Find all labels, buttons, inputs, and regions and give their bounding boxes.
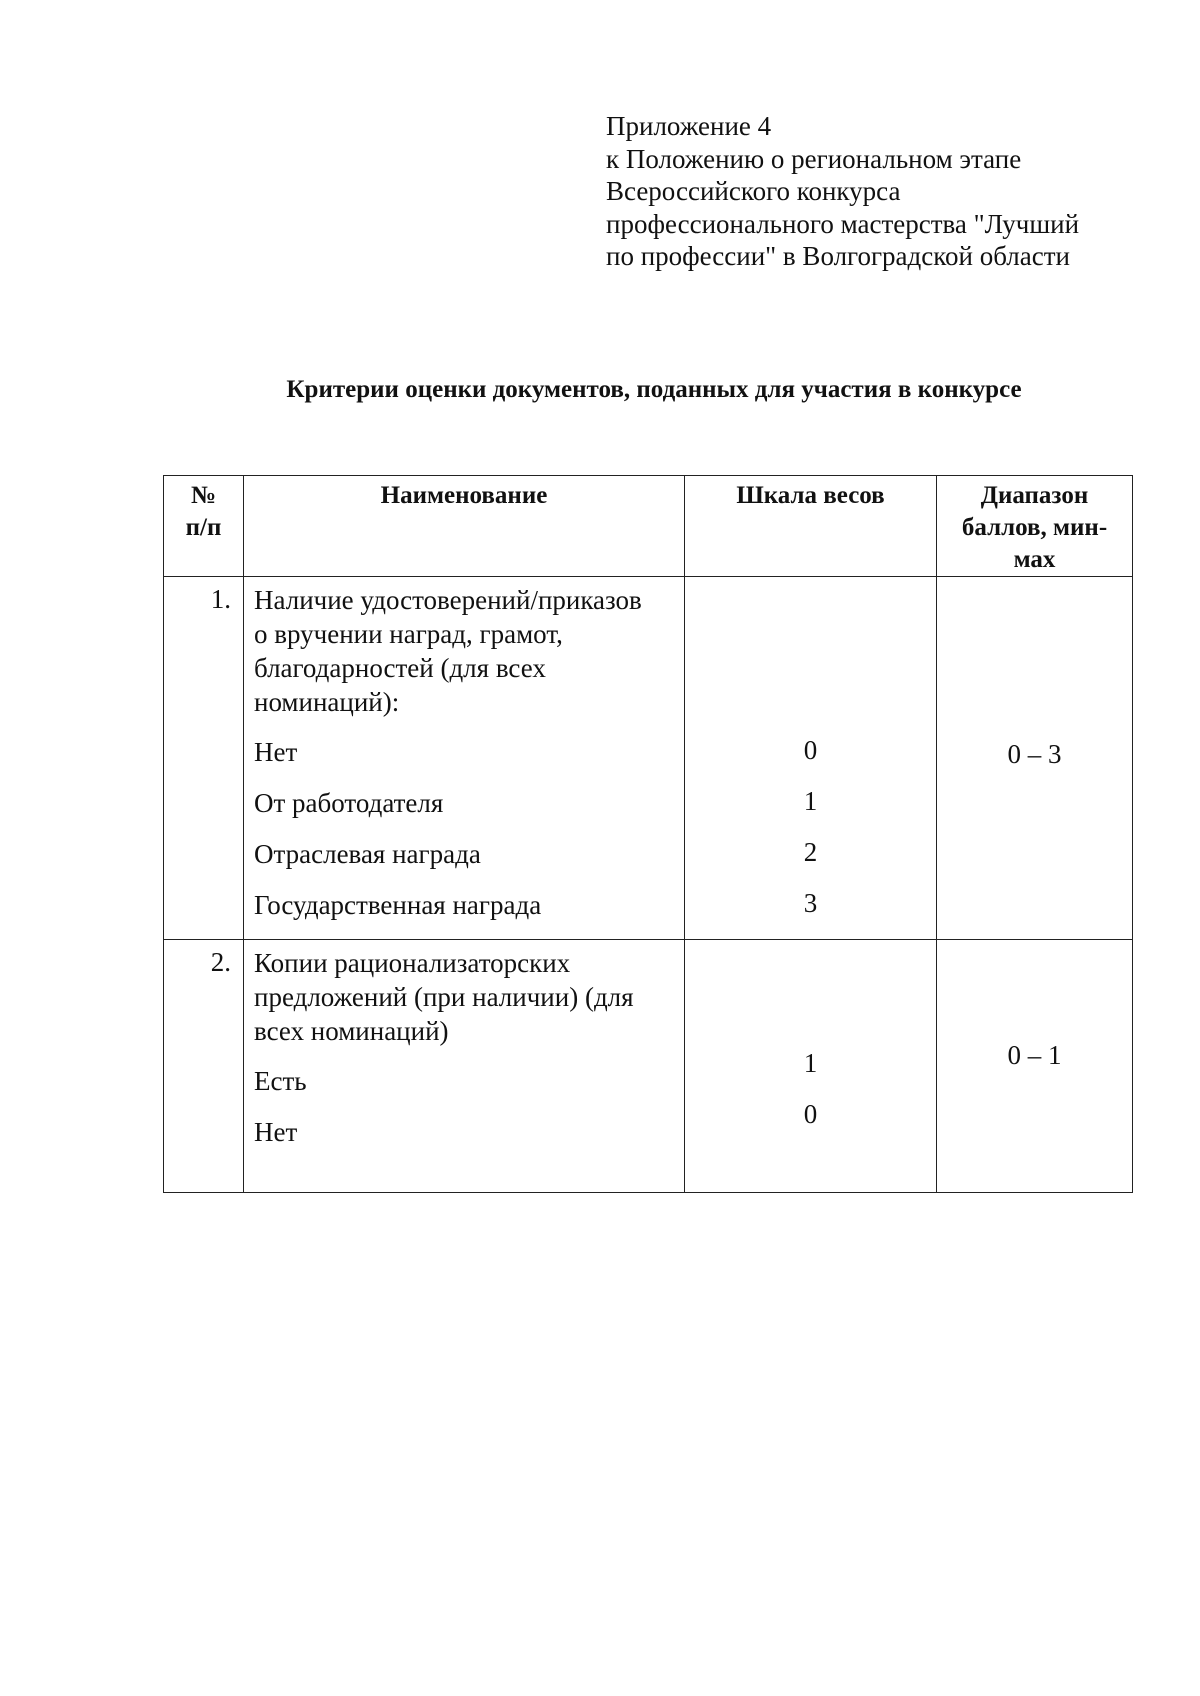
criterion-heading: Наличие удостоверений/приказов (254, 585, 642, 615)
criterion-option: Нет (254, 1117, 298, 1147)
document-title: Критерии оценки документов, поданных для участия в конкурсе (286, 376, 1022, 403)
criterion-cell (244, 577, 685, 940)
header-range: Диапазон баллов, мин- мах (937, 476, 1133, 577)
criterion-heading: предложений (при наличии) (для (254, 982, 634, 1012)
table-row (164, 577, 1133, 940)
annex-header (606, 110, 1079, 273)
header-weight: Шкала весов (685, 476, 937, 577)
weight-value: 1 (803, 786, 818, 816)
header-name: Наименование (244, 476, 685, 577)
annex-line: Приложение 4 (606, 111, 772, 141)
criterion-heading: благодарностей (для всех (254, 653, 546, 683)
annex-line: профессионального мастерства "Лучший (606, 208, 1080, 239)
weight-value: 0 (803, 735, 818, 765)
criterion-heading: Копии рационализаторских (254, 948, 571, 978)
criteria-table (163, 475, 1133, 1193)
criterion-option: Есть (254, 1066, 307, 1096)
criterion-heading: номинаций): (254, 687, 400, 717)
criterion-cell (244, 940, 685, 1193)
table-row (164, 940, 1133, 1193)
weight-value: 3 (803, 888, 818, 918)
table-header-row (164, 476, 1133, 577)
range-value: 0 – 1 (1007, 1040, 1062, 1070)
criterion-option: Государственная награда (254, 890, 542, 920)
criterion-option: Нет (254, 737, 298, 767)
range-value: 0 – 3 (1007, 739, 1062, 769)
weight-value: 2 (803, 837, 818, 867)
header-num: № п/п (164, 476, 244, 577)
annex-line: по профессии" в Волгоградской области (606, 241, 1070, 271)
row-number: 2. (164, 940, 244, 1193)
weight-value: 0 (803, 1099, 818, 1129)
criterion-heading: о вручении наград, грамот, (254, 619, 563, 649)
range-cell (937, 577, 1133, 940)
weight-cell (685, 577, 937, 940)
weight-value: 1 (803, 1048, 818, 1078)
criterion-heading: всех номинаций) (254, 1016, 449, 1046)
row-number: 1. (164, 577, 244, 940)
annex-line: Всероссийского конкурса (606, 176, 901, 206)
range-cell (937, 940, 1133, 1193)
weight-cell (685, 940, 937, 1193)
criterion-option: От работодателя (254, 788, 444, 818)
annex-line: к Положению о региональном этапе (606, 143, 1022, 174)
criterion-option: Отраслевая награда (254, 839, 481, 869)
